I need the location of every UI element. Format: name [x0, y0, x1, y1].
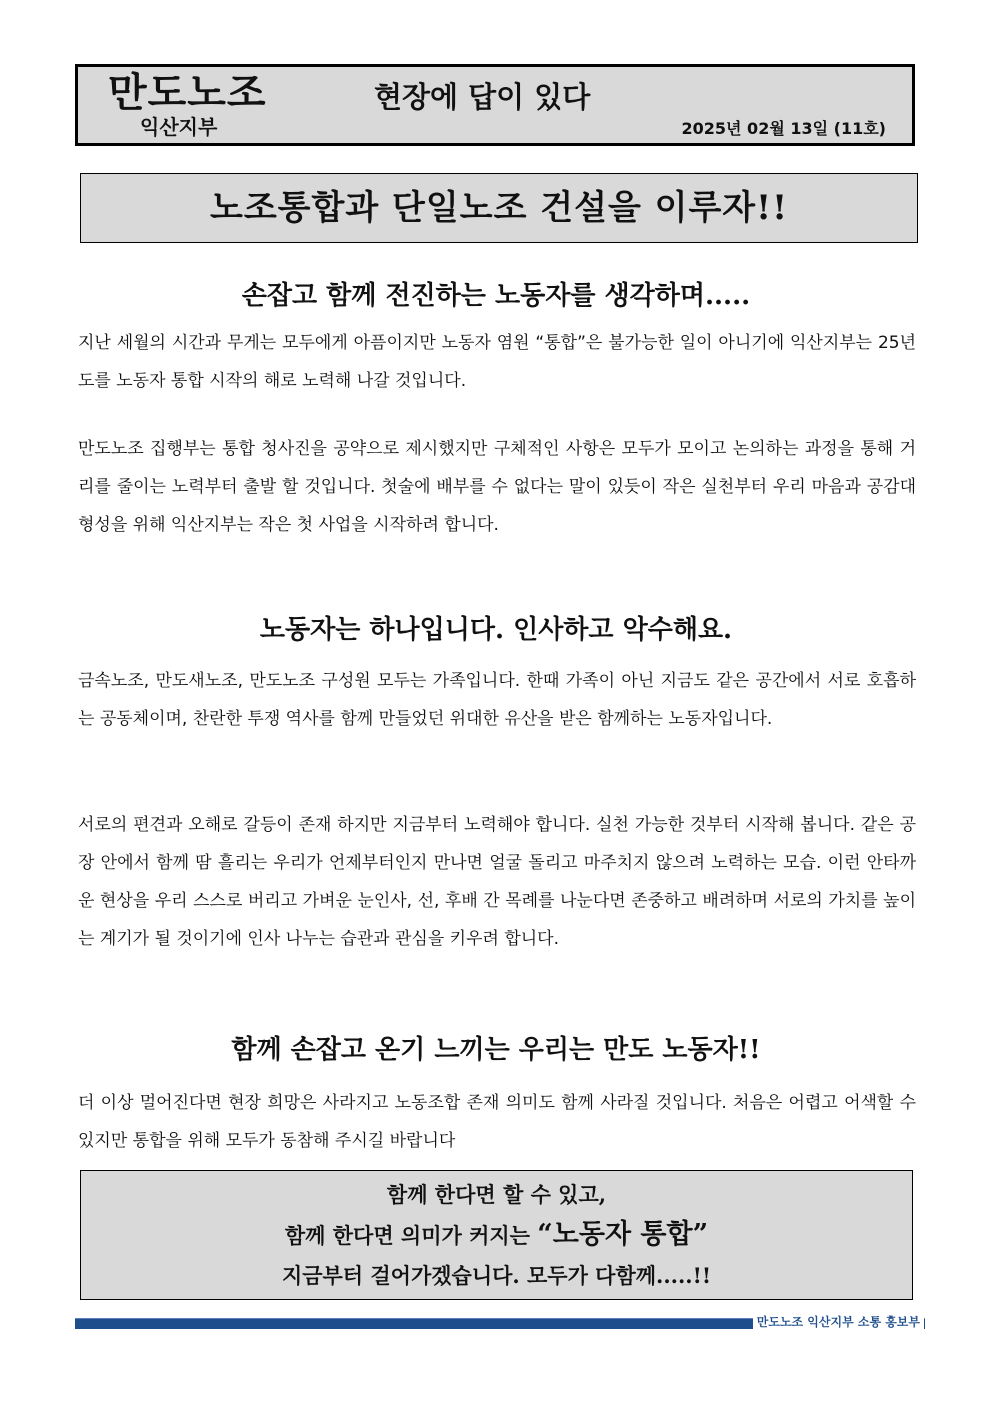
headline-box: [80, 173, 918, 243]
closing-line-3: 지금부터 걸어가겠습니다. 모두가 다함께.....!!: [281, 1263, 712, 1288]
section-3-paragraph-1: 더 이상 멀어진다면 현장 희망은 사라지고 노동조합 존재 의미도 함께 사라질 것입니다. 처음은 어렵고 어색할 수 있지만 통합을 위해 모두가 동참해 주시길 바랍니다: [78, 1093, 916, 1151]
section-title-1: 손잡고 함께 전진하는 노동자를 생각하며.....: [241, 281, 751, 311]
closing-line-1: 함께 한다면 할 수 있고,: [386, 1182, 607, 1207]
section-2-paragraph-1: 금속노조, 만도새노조, 만도노조 구성원 모두는 가족입니다. 한때 가족이 아닌 지금도 같은 공간에서 서로 호흡하는 공동체이며, 찬란한 투쟁 역사를 함께 만들었던 위대한 유산을 받은 함께하는 노동자입니다.: [78, 671, 916, 729]
section-2-paragraph-2: 서로의 편견과 오해로 갈등이 존재 하지만 지금부터 노력해야 합니다. 실천 가능한 것부터 시작해 봅니다. 같은 공장 안에서 함께 땀 흘리는 우리가 언제부터인지 만나면 얼굴 돌리고 마주치지 않으려 노력하는 모습. 이런 안타까운 현상을 우리 스스로 버리고 가벼운 눈인사, 선, 후배 간 목례를 나눈다면 존중하고 배려하며 서로의 가치를 높이는 계기가 될 것이기에 인사 나누는 습관과 관심을 키우려 합니다.: [78, 815, 916, 949]
section-1-paragraph-1: 지난 세월의 시간과 무게는 모두에게 아픔이지만 노동자 염원 “통합”은 불가능한 일이 아니기에 익산지부는 25년도를 노동자 통합 시작의 해로 노력해 나갈 것입니다.: [78, 333, 916, 391]
section-1-paragraph-2: 만도노조 집행부는 통합 청사진을 공약으로 제시했지만 구체적인 사항은 모두가 모이고 논의하는 과정을 통해 거리를 줄이는 노력부터 출발 할 것입니다. 첫술에 배부를 수 없다는 말이 있듯이 작은 실천부터 우리 마음과 공감대 형성을 위해 익산지부는 작은 첫 사업을 시작하려 합니다.: [78, 439, 916, 535]
main-headline: 노조통합과 단일노조 건설을 이루자!!: [209, 188, 789, 228]
footer-credit: 만도노조 익산지부 소통 홍보부: [753, 1312, 924, 1332]
closing-line-2: [81, 1215, 912, 1256]
masthead: [75, 64, 915, 146]
closing-line-2-text: 함께 한다면 의미가 커지는: [284, 1223, 538, 1248]
section-title-3: 함께 손잡고 온기 느끼는 우리는 만도 노동자!!: [231, 1035, 761, 1065]
closing-box: [80, 1170, 913, 1300]
masthead-slogan: 현장에 답이 있다: [374, 80, 591, 114]
section-title-2: 노동자는 하나입니다. 인사하고 악수해요.: [259, 615, 733, 645]
branch-name: 익산지부: [140, 115, 218, 139]
closing-quote: “노동자 통합”: [537, 1219, 709, 1250]
union-name: 만도노조: [108, 70, 267, 116]
issue-date: 2025년 02월 13일 (11호): [681, 119, 886, 138]
